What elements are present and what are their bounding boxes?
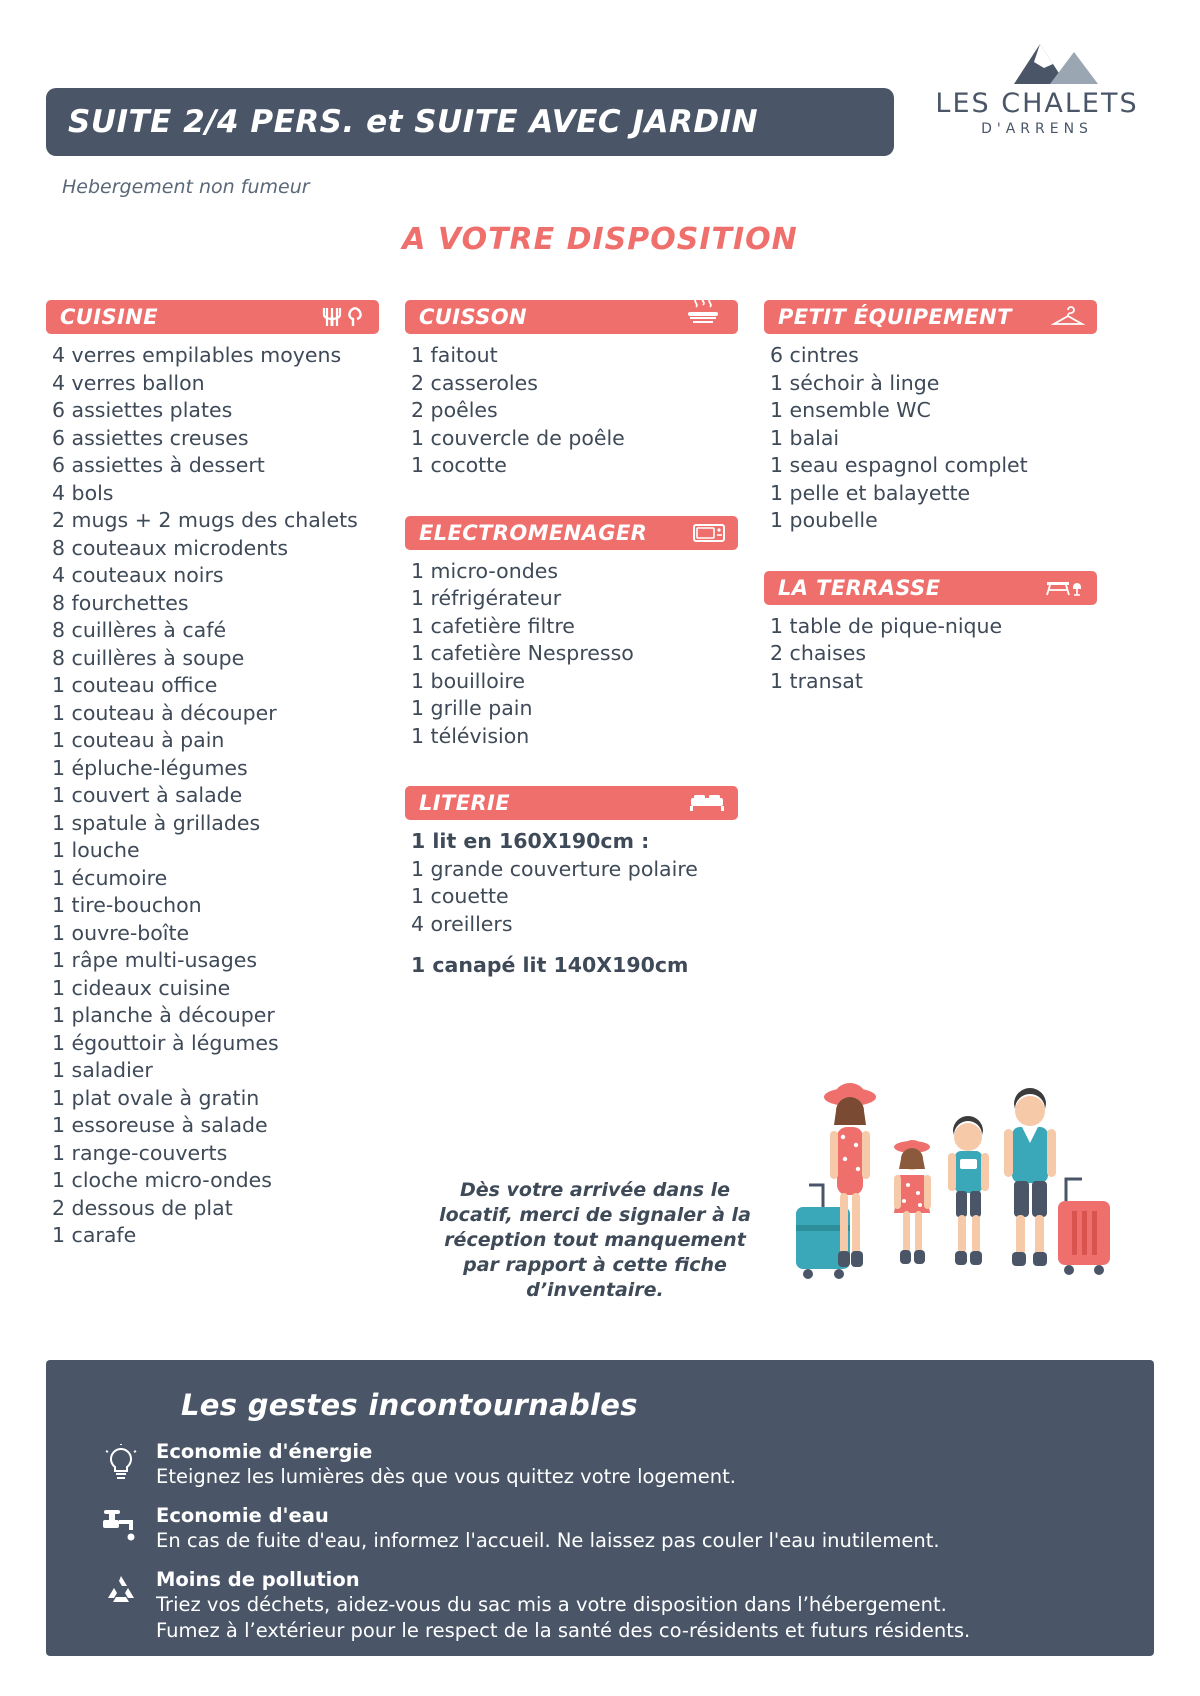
section-electromenager: [405, 516, 738, 751]
eco-item-pollution: [86, 1568, 1114, 1644]
list-item: 1 seau espagnol complet: [770, 453, 1028, 477]
list-item: 1 couvercle de poêle: [411, 425, 625, 450]
eco-title: Economie d'eau: [156, 1504, 329, 1527]
section-title: LA TERRASSE: [778, 575, 941, 600]
list-item: 1 faitout: [411, 343, 498, 367]
arrival-note: Dès votre arrivée dans le locatif, merci de signaler à la réception tout manquement par rapport à cette fiche d’inventaire.: [439, 1179, 751, 1301]
section-title: ELECTROMENAGER: [419, 520, 648, 545]
list-item: 1 épluche-légumes: [52, 755, 248, 780]
eco-desc: Triez vos déchets, aidez-vous du sac mis a votre disposition dans l’hébergement.: [156, 1593, 947, 1616]
list-item: 6 assiettes à dessert: [52, 453, 265, 477]
eco-title: Economie d'énergie: [156, 1440, 373, 1463]
list-item: 1 séchoir à linge: [770, 370, 940, 395]
eco-title: Moins de pollution: [156, 1568, 360, 1591]
section-header: [46, 300, 379, 334]
list-item: 1 couette: [411, 884, 509, 908]
microwave-icon: [692, 522, 726, 544]
list-item: 1 couteau à découper: [52, 700, 277, 725]
section-cuisson: [405, 300, 738, 480]
section-title: CUISINE: [60, 305, 158, 329]
list-item: 1 pelle et balayette: [770, 480, 971, 505]
family-illustration: [790, 1075, 1130, 1315]
section-items: [405, 342, 738, 480]
list-item: 1 balai: [770, 425, 840, 450]
section-header: [405, 300, 738, 334]
mountain-icon: [922, 34, 1152, 86]
bed-icon: [688, 792, 726, 814]
section-items: [46, 342, 379, 1250]
list-item: 6 assiettes creuses: [52, 425, 249, 450]
section-title: LITERIE: [419, 791, 510, 815]
list-item: 1 plat ovale à gratin: [52, 1085, 260, 1110]
lightbulb-icon: [86, 1440, 156, 1482]
eco-desc: Fumez à l’extérieur pour le respect de la santé des co-résidents et futurs résidents.: [156, 1619, 971, 1642]
list-item: 4 verres empilables moyens: [52, 343, 342, 367]
list-item: 1 planche à découper: [52, 1003, 275, 1027]
list-item: 1 cloche micro-ondes: [52, 1168, 272, 1192]
list-item: 1 cafetière Nespresso: [411, 641, 634, 665]
section-items: [764, 342, 1097, 535]
brand-name: LES CHALETS: [935, 88, 1139, 119]
section-petit-equipement: [764, 300, 1097, 535]
section-header: [405, 786, 738, 820]
list-item: 8 fourchettes: [52, 590, 189, 615]
section-header: [405, 516, 738, 550]
picnic-table-icon: [1041, 577, 1085, 599]
section-cuisine: [46, 300, 379, 1250]
title-banner: [46, 88, 894, 156]
faucet-icon: [86, 1504, 156, 1544]
eco-footer: [46, 1360, 1154, 1656]
list-item: 1 grille pain: [411, 696, 533, 720]
section-items: [405, 558, 738, 751]
list-item: 1 poubelle: [770, 508, 878, 532]
eco-item-water: [86, 1504, 1114, 1554]
list-item: 1 table de pique-nique: [770, 613, 1003, 638]
page-header: [0, 0, 1200, 210]
eco-text: [156, 1504, 940, 1554]
list-item: 1 saladier: [52, 1058, 153, 1082]
list-item: 2 mugs + 2 mugs des chalets: [52, 508, 358, 532]
footer-title: Les gestes incontournables: [181, 1388, 638, 1422]
list-item: 1 range-couverts: [52, 1140, 228, 1165]
list-item: 1 louche: [52, 838, 140, 862]
list-item: 1 écumoire: [52, 865, 168, 890]
list-item: 1 lit en 160X190cm :: [411, 829, 650, 853]
eco-desc: En cas de fuite d'eau, informez l'accueil. Ne laissez pas couler l'eau inutilement.: [156, 1529, 940, 1552]
list-item: 8 cuillères à café: [52, 618, 227, 642]
list-item: 2 chaises: [770, 641, 867, 665]
list-item: 1 bouilloire: [411, 668, 526, 693]
main-title: A VOTRE DISPOSITION: [402, 222, 798, 257]
list-item: 1 égouttoir à légumes: [52, 1030, 279, 1055]
list-item: 6 assiettes plates: [52, 398, 233, 422]
list-item: 1 essoreuse à salade: [52, 1113, 268, 1137]
section-title: PETIT ÉQUIPEMENT: [778, 305, 1012, 329]
list-item: 1 micro-ondes: [411, 558, 559, 583]
brand-logo: [922, 34, 1152, 137]
section-items: [764, 613, 1097, 696]
column-kitchen: [46, 300, 379, 1276]
list-item: 8 cuillères à soupe: [52, 645, 245, 670]
list-item: 1 canapé lit 140X190cm: [411, 953, 689, 977]
eco-item-energy: [86, 1440, 1114, 1490]
section-title: CUISSON: [419, 305, 528, 329]
list-item: 4 verres ballon: [52, 370, 205, 395]
section-header: [764, 571, 1097, 605]
list-item: 1 râpe multi-usages: [52, 948, 258, 972]
section-terrasse: [764, 571, 1097, 696]
list-item: 1 cafetière filtre: [411, 613, 575, 638]
list-item: 1 carafe: [52, 1223, 137, 1247]
list-item: 1 réfrigérateur: [411, 586, 562, 610]
eco-desc: Eteignez les lumières dès que vous quittez votre logement.: [156, 1465, 737, 1488]
list-item: 4 oreillers: [411, 911, 513, 936]
column-cooking: [405, 300, 738, 1276]
recycle-icon: [86, 1568, 156, 1608]
page-subtitle: Hebergement non fumeur: [62, 176, 310, 198]
section-items: [405, 828, 738, 980]
list-item: 1 tire-bouchon: [52, 893, 202, 917]
list-item: 4 bols: [52, 480, 114, 505]
section-literie: [405, 786, 738, 980]
section-header: [764, 300, 1097, 334]
list-item: 1 couvert à salade: [52, 783, 243, 807]
list-item: 2 dessous de plat: [52, 1195, 233, 1220]
cooking-pan-icon: [680, 307, 726, 327]
list-item: 1 couteau office: [52, 673, 218, 697]
list-item: 6 cintres: [770, 343, 859, 367]
list-item: 1 spatule à grillades: [52, 810, 261, 835]
brand-subname: D'ARRENS: [981, 121, 1093, 137]
eco-text: [156, 1568, 970, 1644]
list-item: 1 couteau à pain: [52, 728, 225, 752]
eco-text: [156, 1440, 736, 1490]
list-item: 1 ensemble WC: [770, 398, 931, 422]
list-item: 1 ouvre-boîte: [52, 920, 190, 945]
list-item: 1 transat: [770, 668, 863, 693]
page-title: SUITE 2/4 PERS. et SUITE AVEC JARDIN: [68, 104, 759, 140]
list-item: 4 couteaux noirs: [52, 563, 224, 587]
list-item: 8 couteaux microdents: [52, 535, 289, 560]
list-item: 1 grande couverture polaire: [411, 856, 698, 881]
list-item: 2 casseroles: [411, 370, 538, 395]
list-item: 1 télévision: [411, 723, 530, 748]
fork-knife-icon: [321, 306, 367, 328]
hanger-icon: [1051, 306, 1085, 328]
list-item: 1 cideaux cuisine: [52, 975, 231, 1000]
list-item: 1 cocotte: [411, 453, 507, 477]
list-item: 2 poêles: [411, 398, 498, 422]
